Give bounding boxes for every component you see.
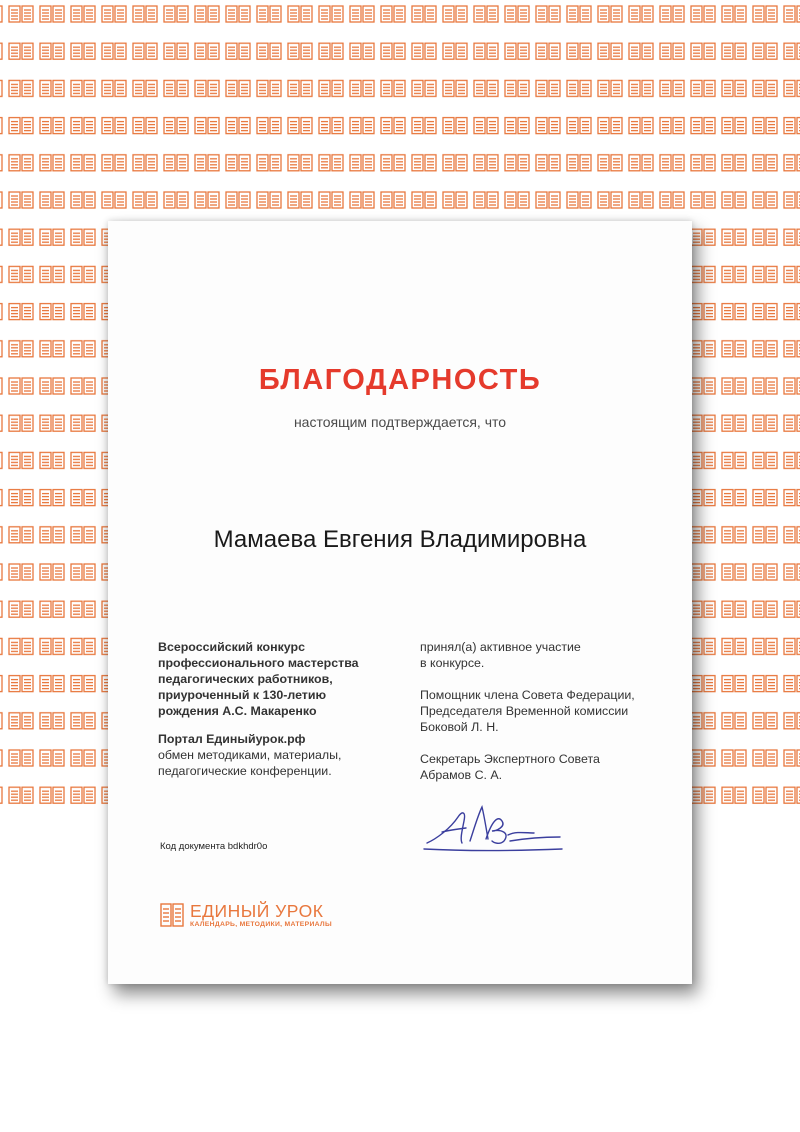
participation-text: принял(а) активное участие в конкурсе. (420, 640, 581, 670)
portal-name: Портал Единыйурок.рф (158, 732, 306, 746)
certificate-subtitle: настоящим подтверждается, что (293, 414, 507, 430)
handwritten-signature (422, 799, 567, 864)
logo-name: ЕДИНЫЙ УРОК (190, 901, 324, 921)
document-code: Код документа bdkhdr0o (160, 841, 268, 852)
left-column (158, 639, 398, 779)
certificate-paper (108, 221, 692, 984)
secretary-signatory: Секретарь Экспертного Совета Абрамов С. А. (420, 752, 600, 782)
logo-tagline: КАЛЕНДАРЬ, МЕТОДИКИ, МАТЕРИАЛЫ (190, 921, 332, 928)
open-book-icon (160, 902, 184, 933)
right-column (420, 639, 680, 799)
certificate-title: БЛАГОДАРНОСТЬ (258, 364, 542, 396)
contest-name: Всероссийский конкурс профессионального мастерства педагогических работников, приуроченный к 130-летию рождения А.С. Макаренко (158, 640, 359, 718)
edinyi-urok-logo (160, 902, 332, 933)
recipient-name: Мамаева Евгения Владимировна (213, 526, 587, 553)
portal-description: обмен методиками, материалы, педагогические конференции. (158, 748, 342, 778)
assistant-signatory: Помощник члена Совета Федерации, Председателя Временной комиссии Боковой Л. Н. (420, 688, 635, 734)
